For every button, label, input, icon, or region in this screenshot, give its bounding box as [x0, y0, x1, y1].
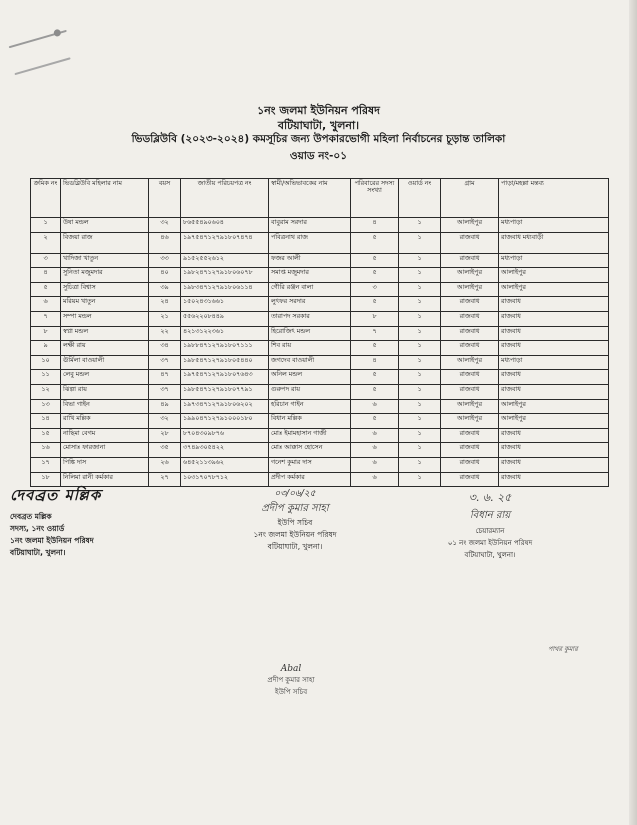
table-cell: খাদিজা খাতুন — [61, 253, 149, 268]
table-cell: জগদেব বাওয়ালী — [269, 355, 351, 370]
table-cell: সুচিত্রা বিশ্বাস — [61, 282, 149, 297]
table-cell: ১৯৯০৪৭১২৭৯১০০০১৮০ — [181, 414, 269, 429]
table-cell: ১১ — [31, 370, 61, 385]
table-row — [31, 355, 609, 370]
table-cell: হিরোজিৎ মন্ডল — [269, 326, 351, 341]
table-cell: ৫ — [31, 282, 61, 297]
table-cell: লক্ষী রায় — [61, 341, 149, 356]
table-cell: নিলিমা রানী কর্মকার — [61, 472, 149, 487]
table-cell: ১ — [399, 282, 441, 297]
table-cell: তারাপদ সরকার — [269, 311, 351, 326]
table-row — [31, 232, 609, 253]
table-cell: ৩ — [31, 253, 61, 268]
table-cell: ১৮ — [31, 472, 61, 487]
table-cell: রাজবাধ — [441, 472, 499, 487]
table-cell: ৩৭৪৯৩০৫৪২২ — [181, 443, 269, 458]
table-row — [31, 297, 609, 312]
table-cell: ১৯৭৫৪৭১২৭৯১৮০৭৪৭৪ — [181, 232, 269, 253]
table-header-row — [31, 179, 609, 218]
table-cell: ১ — [31, 218, 61, 233]
chairman-signature-block — [400, 489, 580, 561]
table-cell: ৪৬ — [149, 232, 181, 253]
table-cell: ২ — [31, 232, 61, 253]
table-cell: ৬ — [351, 472, 399, 487]
secretary-role: ইউপি সচিব — [277, 518, 313, 527]
secretary-stamp — [246, 664, 336, 698]
table-cell: ১ — [399, 341, 441, 356]
table-cell: ১০ — [31, 355, 61, 370]
table-row — [31, 443, 609, 458]
table-cell: রাজবাধ — [441, 232, 499, 253]
table-cell: ৫ — [351, 341, 399, 356]
table-cell: ১ — [399, 232, 441, 253]
table-cell: আলাইপুর — [499, 268, 609, 283]
table-cell: ঝিল্পা রায় — [61, 384, 149, 399]
table-row — [31, 428, 609, 443]
table-cell: স্বপ্না মন্ডল — [61, 326, 149, 341]
table-cell: রাজবাধ — [441, 311, 499, 326]
chairman-name: বিধান রায় — [469, 510, 511, 521]
table-cell: ৩ — [351, 282, 399, 297]
table-cell: ৭ — [351, 326, 399, 341]
table-cell: হরিচান গাইন — [269, 399, 351, 414]
table-cell: বিধান মল্লিক — [269, 414, 351, 429]
ward-number: ওয়াড নং-০১ — [289, 150, 348, 162]
table-cell: ২২ — [149, 326, 181, 341]
table-cell: ৩৯ — [149, 282, 181, 297]
table-cell: ১৫ — [31, 428, 61, 443]
table-cell: গুরুপদ রায় — [269, 384, 351, 399]
table-cell: ৪২১৩১২২৩৬১ — [181, 326, 269, 341]
table-cell: ১৯৮৫৪৭১২৭৯১৮০৭৭৯১ — [181, 384, 269, 399]
table-cell: মধ্যপাড়া — [499, 253, 609, 268]
table-cell: ১৪ — [31, 414, 61, 429]
table-cell: ৪৭ — [149, 370, 181, 385]
table-cell: ৮ — [31, 326, 61, 341]
table-cell: ৬ — [351, 399, 399, 414]
table-cell: পবিত্রনাথ রাজ — [269, 232, 351, 253]
table-cell: ১ — [399, 414, 441, 429]
table-cell: ৭ — [31, 311, 61, 326]
table-cell: সুনিতা মজুমদার — [61, 268, 149, 283]
member-role: সদস্য, ১নং ওয়ার্ড — [10, 524, 65, 533]
table-cell: ৫ — [351, 268, 399, 283]
column-header: পাড়া/মহল্লা মন্তব্য — [499, 179, 609, 218]
table-cell: রাজবাধ — [499, 443, 609, 458]
table-cell: ২৮ — [149, 428, 181, 443]
table-cell: ১ — [399, 370, 441, 385]
table-cell: মোসাঃ ফারজানা — [61, 443, 149, 458]
table-cell: আলাইপুর — [499, 282, 609, 297]
beneficiary-table — [30, 178, 609, 487]
table-cell: নাছিমা বেগম — [61, 428, 149, 443]
table-row — [31, 370, 609, 385]
table-cell: মধ্যপাড়া — [499, 218, 609, 233]
location-subtitle: বটিয়াঘাটা, খুলনা। — [277, 119, 360, 132]
table-cell: ১ — [399, 457, 441, 472]
table-cell: মোঃ ইমামহাসান গাজী — [269, 428, 351, 443]
table-cell: ২১ — [149, 311, 181, 326]
table-cell: আলাইপুর — [441, 355, 499, 370]
table-cell: ১৯৮২৪৭১২৭৯১৮০৬০৭৮ — [181, 268, 269, 283]
table-cell: ১৯৭৩৪৭১২৭৯১৮০৬২০২ — [181, 399, 269, 414]
column-header: জাতীয় পরিচয়পত্র নং — [181, 179, 269, 218]
table-cell: রাজবাধ — [499, 311, 609, 326]
table-cell: ৫ — [351, 384, 399, 399]
table-cell: রাজবাধ — [441, 326, 499, 341]
table-cell: ১ — [399, 384, 441, 399]
table-cell: ২৬ — [149, 457, 181, 472]
member-place: বটিয়াঘাটা, খুলনা। — [10, 548, 66, 557]
table-cell: ৫৫৬২২০৮৪৪৯ — [181, 311, 269, 326]
chairman-org: ০১ নং জলমা ইউনিয়ন পরিষদ — [447, 539, 533, 547]
table-cell: ১ — [399, 399, 441, 414]
table-cell: ২৪ — [149, 297, 181, 312]
union-council-title: ১নং জলমা ইউনিয়ন পরিষদ — [257, 104, 380, 117]
table-row — [31, 218, 609, 233]
table-cell: ১ — [399, 472, 441, 487]
table-cell: ৮৭০৪৩০৯৮৭৬ — [181, 428, 269, 443]
table-cell: ১ — [399, 297, 441, 312]
table-cell: ৫ — [351, 414, 399, 429]
table-cell: ৪ — [351, 355, 399, 370]
table-cell: রাজবাধ — [499, 326, 609, 341]
table-cell: রাখি মল্লিক — [61, 414, 149, 429]
column-header: গ্রাম — [441, 179, 499, 218]
table-cell: ১৫০২৪৩১৬৬১ — [181, 297, 269, 312]
table-cell: ৫ — [351, 297, 399, 312]
table-cell: ৬ — [31, 297, 61, 312]
table-cell: মধ্যপাড়া — [499, 355, 609, 370]
table-row — [31, 384, 609, 399]
table-cell: গনেশ কুমার দাস — [269, 457, 351, 472]
table-cell: আলাইপুর — [441, 414, 499, 429]
table-cell: বিভা গাইন — [61, 399, 149, 414]
table-cell: প্রদীপ কর্মকার — [269, 472, 351, 487]
table-row — [31, 341, 609, 356]
table-cell: রাজবাধ — [441, 341, 499, 356]
table-cell: ১ — [399, 428, 441, 443]
table-cell: রাজবাধ — [441, 443, 499, 458]
table-cell: ১৯৮৮৪৭১২৭৯১৮০৭১১১ — [181, 341, 269, 356]
secretary-signature-date: ০৩/০৬/২৫ — [274, 489, 316, 499]
table-cell: ৩২ — [149, 218, 181, 233]
table-cell: ৮৬৫৫৪৯০৬০৪ — [181, 218, 269, 233]
table-cell: আলাইপুর — [499, 399, 609, 414]
list-title: ভিডব্লিউবি (২০২৩-২০২৪) কমসূচির জন্য উপকারভোগী মহিলা নির্বাচনের চূড়ান্ত তালিকা — [131, 133, 506, 145]
table-row — [31, 282, 609, 297]
table-cell: ১২ — [31, 384, 61, 399]
table-cell: ১৯৮৩৪৭১২৭৯১৮০৬১১৪ — [181, 282, 269, 297]
table-cell: ১ — [399, 268, 441, 283]
table-cell: ১ — [399, 443, 441, 458]
table-cell: রাজবাধ — [499, 457, 609, 472]
table-cell: ১ — [399, 326, 441, 341]
corner-handwritten-note: পাথর কুমার — [548, 645, 578, 653]
table-cell: ৬৪৫২১১৩৯৬২ — [181, 457, 269, 472]
table-cell: ১৩ — [31, 399, 61, 414]
table-row — [31, 253, 609, 268]
table-cell: ৩৩ — [149, 253, 181, 268]
column-header: ক্রমিক নং — [31, 179, 61, 218]
table-cell: রাজবাধ — [499, 370, 609, 385]
chairman-signature-date: ৩. ৬. ২৫ — [468, 491, 512, 504]
table-row — [31, 414, 609, 429]
table-cell: রাজবাধ — [499, 297, 609, 312]
table-cell: সম্পা মন্ডল — [61, 311, 149, 326]
table-cell: রাজবাধ — [441, 457, 499, 472]
table-cell: ৮ — [351, 311, 399, 326]
column-header: স্বামী/অভিভাবকের নাম — [269, 179, 351, 218]
table-cell: ৩২ — [149, 414, 181, 429]
table-cell: ১৯৮৫৪৭১২৭৯১৮০৫৪৪০ — [181, 355, 269, 370]
stamp-role: ইউপি সচিব — [274, 688, 308, 696]
secretary-org: ১নং জলমা ইউনিয়ন পরিষদ — [253, 530, 337, 539]
table-cell: ১ — [399, 218, 441, 233]
column-header: ওয়ার্ড নং — [399, 179, 441, 218]
secretary-place: বটিয়াঘাটা, খুলনা। — [267, 542, 323, 551]
table-cell: বাবুরাম সরদার — [269, 218, 351, 233]
member-signature: দেবব্রত মল্লিক — [10, 486, 102, 504]
table-cell: ৪৯ — [149, 399, 181, 414]
table-cell: ৪ — [31, 268, 61, 283]
table-cell: ১ — [399, 253, 441, 268]
table-cell: ৩৫ — [149, 443, 181, 458]
table-cell: ৩৭ — [149, 355, 181, 370]
table-cell: ৪০ — [149, 268, 181, 283]
table-cell: মরিয়ম খাতুন — [61, 297, 149, 312]
table-cell: সমাপ্ত মজুমদার — [269, 268, 351, 283]
table-cell: রাজবাধ — [499, 341, 609, 356]
table-cell: ফজর আলী — [269, 253, 351, 268]
table-cell: লুৎফর সরদার — [269, 297, 351, 312]
table-row — [31, 311, 609, 326]
member-signature-block — [10, 484, 160, 560]
table-cell: গৌরি রঞ্জন বালা — [269, 282, 351, 297]
table-cell: রাজবাধ — [441, 370, 499, 385]
table-cell: আলাইপুর — [441, 268, 499, 283]
table-cell: ৫ — [351, 253, 399, 268]
table-row — [31, 457, 609, 472]
table-cell: ১৭ — [31, 457, 61, 472]
table-cell: রাজবাধ — [441, 428, 499, 443]
table-cell: রাজবাধ মধ্যবাড়ী — [499, 232, 609, 253]
table-cell: ঊর্মিলা বাওয়ালী — [61, 355, 149, 370]
table-cell: রাজবাধ — [499, 428, 609, 443]
table-cell: শিব রায় — [269, 341, 351, 356]
table-cell: ৯১৫২৫৫২৬১২ — [181, 253, 269, 268]
table-cell: আলাইপুর — [441, 399, 499, 414]
table-cell: ৬ — [351, 443, 399, 458]
chairman-place: বটিয়াঘাটা, খুলনা। — [464, 551, 516, 559]
table-cell: উষা মন্ডল — [61, 218, 149, 233]
table-cell: রাজবাধ — [499, 384, 609, 399]
table-cell: ৯ — [31, 341, 61, 356]
table-cell: ১৬ — [31, 443, 61, 458]
table-cell: রাজবাধ — [441, 253, 499, 268]
table-cell: ২৭ — [149, 472, 181, 487]
stamp-name: প্রদীপ কুমার সাহা — [267, 676, 315, 684]
chairman-role: চেয়ারম্যান — [475, 527, 505, 535]
member-name: দেবব্রত মল্লিক — [10, 512, 52, 521]
table-cell: বিজয়া রাজ — [61, 232, 149, 253]
table-cell: ৪ — [351, 218, 399, 233]
table-cell: ৩৭ — [149, 384, 181, 399]
table-cell: আলাইপুর — [441, 218, 499, 233]
table-cell: ১০৩১৭০৭৮৭১২ — [181, 472, 269, 487]
table-cell: ১ — [399, 311, 441, 326]
member-org: ১নং জলমা ইউনিয়ন পরিষদ — [10, 536, 94, 545]
table-row — [31, 326, 609, 341]
table-cell: ৬ — [351, 457, 399, 472]
table-row — [31, 268, 609, 283]
secretary-signature-block — [220, 486, 370, 554]
table-cell: ১ — [399, 355, 441, 370]
table-cell: রাজবাধ — [441, 297, 499, 312]
column-header: ভিডব্লিউবি মহিলার নাম — [61, 179, 149, 218]
table-row — [31, 399, 609, 414]
table-body — [31, 218, 609, 487]
secretary-name: প্রদীপ কুমার সাহা — [261, 503, 329, 514]
table-cell: আলাইপুর — [441, 282, 499, 297]
stamp-initials: Abal — [280, 664, 302, 674]
table-cell: রাজবাধ — [499, 472, 609, 487]
table-cell: ১৯৭৫৪৭১২৭৯১৮০৭৬৪৩ — [181, 370, 269, 385]
table-cell: অনিল মন্ডল — [269, 370, 351, 385]
column-header: পরিবারের সদস্য সংখ্যা — [351, 179, 399, 218]
table-cell: পিঙ্কি দাস — [61, 457, 149, 472]
column-header: বয়স — [149, 179, 181, 218]
table-cell: ৫ — [351, 370, 399, 385]
table-cell: ৫ — [351, 232, 399, 253]
table-cell: ৬ — [351, 428, 399, 443]
table-cell: মোঃ আক্কাস হোসেন — [269, 443, 351, 458]
table-cell: লেবু মন্ডল — [61, 370, 149, 385]
table-cell: আলাইপুর — [499, 414, 609, 429]
table-cell: ৩৪ — [149, 341, 181, 356]
table-cell: রাজবাধ — [441, 384, 499, 399]
